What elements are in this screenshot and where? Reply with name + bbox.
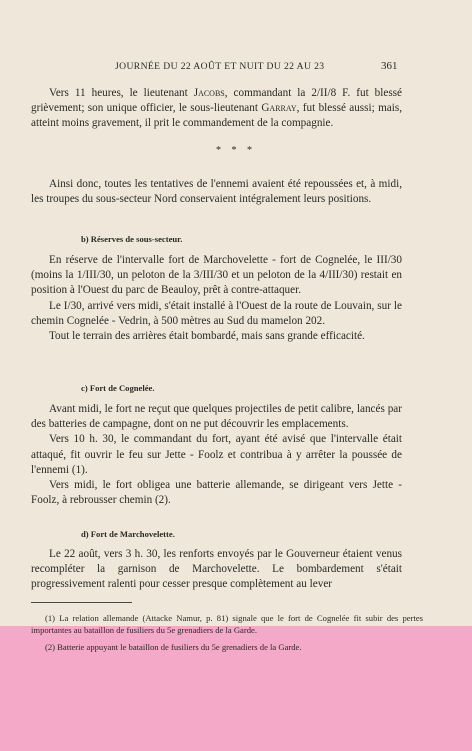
paragraph-text: Tout le terrain des arrières était bombardé, mais sans grande efficacité.: [49, 330, 365, 343]
running-head: [0, 61, 472, 75]
paragraph-text: Vers midi, le fort obligea une batterie allemande, se dirigeant vers Jette - Foolz, à rebrousser chemin (2).: [31, 479, 402, 507]
paragraph-summary: [31, 177, 402, 207]
paragraph-text: Le I/30, arrivé vers midi, s'était installé à l'Ouest de la route de Louvain, sur le chemin Cognelée - Vedrin, à 500 mètres au Sud du mamelon 202.: [31, 299, 402, 327]
footnote-2: (2) Batterie appuyant le bataillon de fusiliers du 5e grenadiers de la Garde.: [45, 642, 302, 652]
section-body-reserves: [31, 253, 402, 344]
paragraph-text: Le 22 août, vers 3 h. 30, les renforts envoyés par le Gouverneur étaient venus recompléter la garnison de Marchovelette. Le bombardement s'était progressivement ralenti pour cesser presque complètement au lever: [31, 548, 402, 591]
paragraph-text: , fut blessé aussi; mais, atteint moins gravement, il prit le commandement de la compagnie.: [31, 102, 402, 130]
section-asterism: * * *: [216, 145, 256, 156]
paragraph-text: Ainsi donc, toutes les tentatives de l'ennemi avaient été repoussées et, à midi, les troupes du sous-secteur Nord conservaient intégralement leurs positions.: [31, 178, 402, 206]
section-heading-reserves: b) Réserves de sous-secteur.: [81, 234, 183, 244]
paragraph-text: En réserve de l'intervalle fort de Marchovelette - fort de Cognelée, le III/30 (moins la 1/III/30, un peloton de la 3/III/30 et un peloton de la 4/III/30) restait en position à l'Ouest du parc de Beauloy, prêt à contre-attaquer.: [31, 254, 402, 297]
paragraph-text: Avant midi, le fort ne reçut que quelques projectiles de petit calibre, lancés par des batteries de campagne, dont on ne put découvrir les emplacements.: [31, 403, 402, 431]
footnote-1: (1) La relation allemande (Attacke Namur, p. 81) signale que le fort de Cognelée fit subir des pertes importantes au bataillon de fusiliers du 5e grenadiers de la Garde.: [31, 613, 423, 635]
person-name: Jacobs: [193, 87, 225, 99]
footnote-divider: [31, 602, 132, 603]
paragraph-text: , commandant la 2/II/8 F. fut blessé grièvement; son unique officier, le sous-lieutenant: [31, 87, 402, 115]
section-body-cognelee: [31, 402, 402, 508]
page-number: 361: [381, 60, 398, 72]
paragraph-text: Vers 11 heures, le lieutenant: [49, 87, 194, 99]
running-head-title: JOURNÉE DU 22 AOÛT ET NUIT DU 22 AU 23: [115, 61, 325, 72]
paragraph-jacobs: [31, 86, 402, 132]
paragraph-text: Vers 10 h. 30, le commandant du fort, ayant été avisé que l'intervalle était attaqué, fit ouvrir le feu sur Jette - Foolz et contribua à y arrêter la poussée de l'ennemi (1).: [31, 433, 402, 476]
footnotes: [31, 612, 423, 653]
section-body-marchovelette: [31, 547, 402, 593]
section-heading-marchovelette: d) Fort de Marchovelette.: [81, 529, 175, 539]
section-heading-cognelee: c) Fort de Cognelée.: [81, 383, 155, 393]
person-name: Garray: [261, 102, 297, 115]
